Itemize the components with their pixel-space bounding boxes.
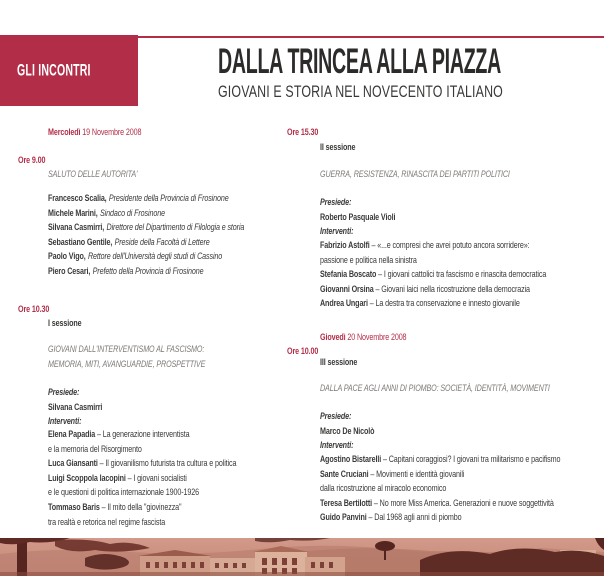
- session1-time: Ore 10.30: [18, 304, 50, 314]
- talk-item: Giovanni Orsina – Giovani laici nella ricostruzione della democrazia: [320, 283, 530, 294]
- header-rule: [138, 36, 604, 38]
- session3-time: Ore 10.00: [287, 346, 319, 356]
- authority-item: Piero Cesari, Prefetto della Provincia di Frosinone: [48, 265, 204, 276]
- talk-item: Agostino Bistarelli – Capitani coraggiosi? I giovani tra militarismo e pacifismo: [320, 454, 561, 464]
- presiede-label: Presiede:: [320, 411, 352, 421]
- session2-talks: [320, 238, 604, 311]
- session1-people: [48, 385, 118, 429]
- talk-item: Luca Giansanti – Il giovanilismo futurista tra cultura e politica: [48, 458, 237, 469]
- talk-item: Tommaso Baris – Il mito della "giovinezza": [48, 501, 182, 512]
- page-subtitle: GIOVANI E STORIA NEL NOVECENTO ITALIANO: [218, 82, 503, 101]
- authority-item: Paolo Vigo, Rettore dell'Università degli studi di Cassino: [48, 251, 223, 262]
- talk-item: Stefania Boscato – I giovani cattolici tra fascismo e rinascita democratica: [320, 269, 547, 280]
- authority-item: Silvana Casmirri, Direttore del Dipartimento di Filologia e storia: [48, 222, 245, 233]
- session1-label: I sessione: [48, 318, 82, 328]
- footer-photo-strip: [0, 538, 604, 576]
- badge-box: [0, 35, 138, 106]
- session1-title: GIOVANI DALL'INTERVENTISMO AL FASCISMO: MEMORIA, MITI, AVANGUARDIE, PROSPETTIVE: [48, 344, 206, 369]
- session2-people: [320, 195, 417, 239]
- session3-label: III sessione: [320, 357, 358, 367]
- session3-title: DALLA PACE AGLI ANNI DI PIOMBO: SOCIETÀ, IDENTITÀ, MOVIMENTI: [320, 383, 550, 393]
- authority-item: Michele Marini, Sindaco di Frosinone: [48, 207, 165, 218]
- interventi-label: Interventi:: [320, 226, 354, 237]
- talk-item-cont: e le questioni di politica internazionale 1900-1926: [48, 487, 200, 498]
- presiede-label: Presiede:: [48, 387, 80, 397]
- session3-people: [320, 409, 390, 453]
- opening-title: SALUTO DELLE AUTORITA': [48, 169, 138, 179]
- talk-item: Teresa Bertilotti – No more Miss America. Generazioni e nuove soggettività: [320, 497, 554, 508]
- chair-name: Silvana Casmirri: [48, 401, 103, 412]
- talk-item-cont: passione e politica nella sinistra: [320, 254, 417, 265]
- authority-item: Sebastiano Gentile, Preside della Facoltà di Lettere: [48, 236, 210, 247]
- session2-time: Ore 15.30: [287, 127, 319, 137]
- talk-item: Elena Papadia – La generazione interventista: [48, 429, 190, 439]
- opening-time: Ore 9.00: [18, 155, 46, 165]
- session2-label: II sessione: [320, 142, 356, 152]
- talk-item: Andrea Ungari – La destra tra conservazione e innesto giovanile: [320, 298, 520, 309]
- day2-date: Giovedì 20 Novembre 2008: [320, 332, 407, 342]
- talk-item-cont: e la memoria del Risorgimento: [48, 443, 142, 454]
- badge-label: GLI INCONTRI: [17, 60, 91, 80]
- session2-title: GUERRA, RESISTENZA, RINASCITA DEI PARTITI POLITICI: [320, 169, 510, 179]
- presiede-label: Presiede:: [320, 197, 352, 207]
- chair-name: Marco De Nicolò: [320, 425, 375, 436]
- session3-talks: [320, 452, 604, 525]
- authorities-list: [48, 191, 300, 279]
- session1-talks: [48, 427, 289, 529]
- talk-item: Sante Cruciani – Movimenti e identità giovanili: [320, 468, 465, 479]
- interventi-label: Interventi:: [48, 416, 82, 427]
- interventi-label: Interventi:: [320, 440, 354, 451]
- page-title: DALLA TRINCEA ALLA PIAZZA: [218, 42, 501, 81]
- talk-item-cont: dalla ricostruzione al miracolo economico: [320, 483, 447, 494]
- talk-item: Guido Panvini – Dal 1968 agli anni di piombo: [320, 512, 462, 523]
- talk-item: Luigi Scoppola Iacopini – I giovani socialisti: [48, 472, 187, 483]
- day1-date: Mercoledì 19 Novembre 2008: [48, 127, 142, 137]
- talk-item-cont: tra realtà e retorica nel regime fascista: [48, 516, 166, 527]
- chair-name: Roberto Pasquale Violi: [320, 211, 396, 222]
- talk-item: Fabrizio Astolfi – «...e compresi che avrei potuto ancora sorridere»:: [320, 240, 530, 250]
- authority-item: Francesco Scalia, Presidente della Provincia di Frosinone: [48, 193, 229, 203]
